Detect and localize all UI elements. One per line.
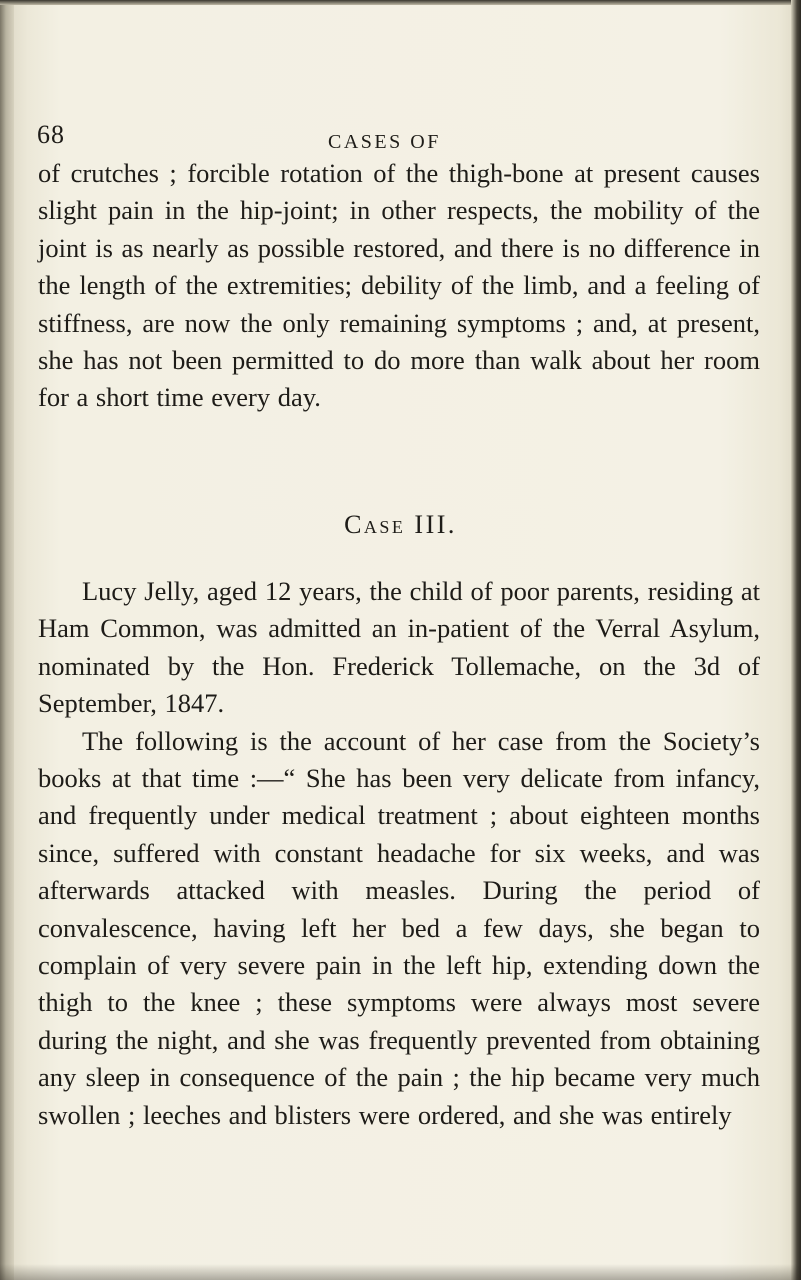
case-paragraph: Lucy Jelly, aged 12 years, the child of poor parents, residing at Ham Common, was admitted an in-patient of the Verral Asylum, nominated by the Hon. Frederick Tollemache, on the 3d of September, 1847. [38,576,760,719]
case-paragraph: The following is the account of her case from the Society’s books at that time :—“ She has been very delicate from infancy, and frequently under medical treatment ; about eighteen months since, suffered with constant headache for six weeks, and was afterwards attacked with measles. During the period of convalescence, having left her bed a few days, she began to complain of very severe pain in the left hip, extending down the thigh to the knee ; these symptoms were always most severe during the night, and she was frequently prevented from obtaining any sleep in consequence of the pain ; the hip became very much swollen ; leeches and blisters were ordered, and she was entirely [38,725,760,1130]
page-bottom-shadow [0,1264,801,1280]
page-top-edge [0,0,801,5]
page-right-edge [791,0,801,1280]
case-heading: Case III. [344,510,457,539]
running-head: CASES OF [328,131,441,153]
page-binding-edge [0,0,14,1280]
page-number: 68 [37,120,65,149]
case-body [38,573,760,1134]
continuation-paragraph: of crutches ; forcible rotation of the thigh-bone at present causes slight pain in the hip-joint; in other respects, the mobility of the joint is as nearly as possible restored, and there is no difference in the length of the extremities; debility of the limb, and a feeling of stiffness, are now the only remaining symptoms ; and, at present, she has not been permitted to do more than walk about her room for a short time every day. [38,158,760,413]
